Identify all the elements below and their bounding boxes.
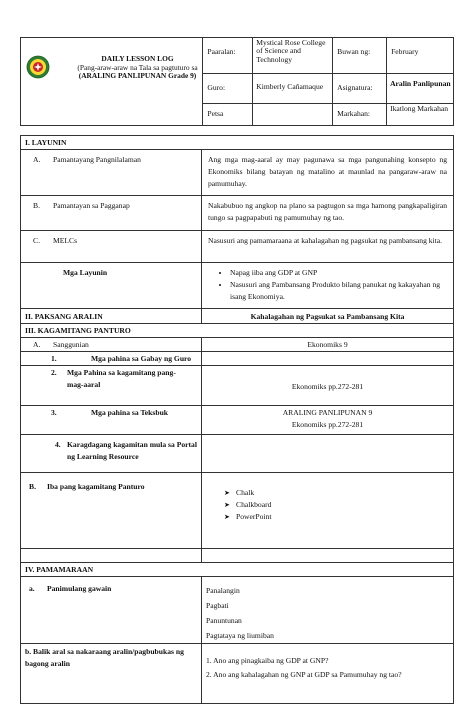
asignatura-value: Aralin Panlipunan [387,74,454,104]
mga-layunin-label: Mga Layunin [21,263,202,309]
list-item-label: Chalk [236,488,255,497]
list-item: Pagtataya ng liumiban [206,631,274,640]
layunin-b-title: Pamantayan sa Pagganap [53,201,130,210]
markahan-value: Ikatlong Markahan [387,104,454,126]
header-title [55,55,220,81]
buwan-label: Buwan ng: [333,38,387,74]
portal-cell [21,435,202,473]
balik-aral-value [202,644,454,704]
list-item: • Nasusuri ang Pambansang Produkto bilang panukat ng kakayahan ng isang Ekonomiya. [230,279,447,303]
layunin-a-text: Ang mga mag-aaral ay may pagunawa sa mga pangunahing konsepto ng Ekonomiks bilang batayan ng matalino at maunlad na pangaraw-araw na pamumuhay. [202,150,454,196]
iba-pang-kagamitan-label: B. [29,482,36,491]
kagamitang-pang-mag-aaral-cell [21,366,202,406]
arrow-icon: ➤ [224,501,230,509]
buwan-value: February [387,38,454,74]
teksbuk-cell [21,406,202,435]
portal-title: Karagdagang kagamitan mula sa Portal ng Learning Resource [67,440,197,461]
list-item: Panuntunan [206,616,242,625]
sanggunian-value: Ekonomiks 9 [202,338,454,352]
asignatura-label: Asignatura: [333,74,387,104]
title-line1: DAILY LESSON LOG [101,54,174,63]
layunin-a-title: Pamantayang Pangnilalaman [53,155,141,164]
layunin-c-title: MELCs [53,236,78,245]
kagamitang-pang-mag-aaral-title: Mga Pahina sa kagamitang pang-mag-aaral [67,368,176,389]
layunin-a-cell [21,150,202,196]
layunin-b-label: B. [33,201,40,210]
mga-layunin-cell [202,263,454,309]
petsa-label: Petsa [203,104,253,126]
layunin-heading: I. LAYUNIN [21,136,454,150]
layunin-c-text: Nasusuri ang pamamaraana at kahalagahan ng pagsukat ng pambansang kita. [202,231,454,263]
layunin-a-label: A. [33,155,41,164]
paaralan-value: Mystical Rose College of Science and Technology [253,38,333,74]
petsa-value [253,104,333,126]
list-item: • Napag iiba ang GDP at GNP [230,267,447,279]
arrow-icon: ➤ [224,513,230,521]
sanggunian-label: A. [33,340,41,349]
gabay-guro-num: 1. [51,354,57,363]
balik-aral-title: b. Balik aral sa nakaraang aralin/pagbubukas ng bagong aralin [21,644,202,704]
sanggunian-title: Sanggunian [53,340,89,349]
title-line2: (Pang-araw-araw na Tala sa pagtuturo sa [77,62,198,72]
markahan-label: Markahan: [333,104,387,126]
paksang-aralin-value: Kahalagahan ng Pagsukat sa Pambansang Kita [202,309,454,324]
school-seal-icon [26,55,50,79]
iba-pang-kagamitan-cell [21,473,202,549]
header-logo-cell [21,38,203,126]
teksbuk-value-1: ARALING PANLIPUNAN 9 [282,408,373,417]
spacer-right [202,549,454,563]
arrow-icon: ➤ [224,489,230,497]
portal-value [202,435,454,473]
sanggunian-cell [21,338,202,352]
layunin-b-cell [21,196,202,231]
list-item [224,511,449,523]
layunin-b-text: Nakabubuo ng angkop na plano sa pagtugon sa mga hamong pangkapaligiran tungo sa pagpapabuti ng pamumuhay ng tao. [202,196,454,231]
portal-num: 4. [55,440,61,449]
list-item [224,487,449,499]
gabay-guro-cell [21,352,202,366]
panimulang-gawain-value [202,577,454,644]
spacer-left [21,549,202,563]
layunin-c-label: C. [33,236,40,245]
lesson-table [20,135,454,704]
teksbuk-value-2: Ekonomiks pp.272-281 [291,420,364,429]
gabay-guro-value [202,352,454,366]
teksbuk-title: Mga pahina sa Teksbuk [91,408,169,417]
header-table [20,37,454,126]
pamamaraan-heading: IV. PAMAMARAAN [21,563,454,577]
paksang-aralin-heading: II. PAKSANG ARALIN [21,309,202,324]
layunin-c-cell [21,231,202,263]
mga-layunin-list [208,267,447,303]
list-item: Panalangin [206,586,240,595]
kagamitang-pang-mag-aaral-value: Ekonomiks pp.272-281 [202,366,454,406]
kagamitang-pang-mag-aaral-num: 2. [51,368,57,377]
guro-value: Kimberly Cañamaque [253,74,333,104]
teksbuk-num: 3. [51,408,57,417]
panimulang-gawain-cell [21,577,202,644]
iba-pang-kagamitan-value [202,473,454,549]
list-item: Pagbati [206,601,229,610]
teksbuk-value-cell [202,406,454,435]
iba-pang-kagamitan-title: Iba pang kagamitang Panturo [47,482,145,491]
kagamitan-heading: III. KAGAMITANG PANTURO [21,324,454,338]
kagamitan-list [206,487,449,523]
list-item [224,499,449,511]
list-item-label: Chalkboard [236,500,272,509]
gabay-guro-title: Mga pahina sa Gabay ng Guro [91,354,192,363]
title-line3: (ARALING PANLIPUNAN Grade 9) [78,71,197,81]
guro-label: Guro: [203,74,253,104]
panimulang-gawain-title: Panimulang gawain [47,584,112,593]
list-item: 1. Ano ang pinagkaiba ng GDP at GNP? [206,656,329,665]
panimulang-gawain-label: a. [29,584,35,593]
paaralan-label: Paaralan: [203,38,253,74]
list-item-label: PowerPoint [236,512,272,521]
list-item: 2. Ano ang kahalagahan ng GNP at GDP sa Pamumuhay ng tao? [206,670,402,679]
